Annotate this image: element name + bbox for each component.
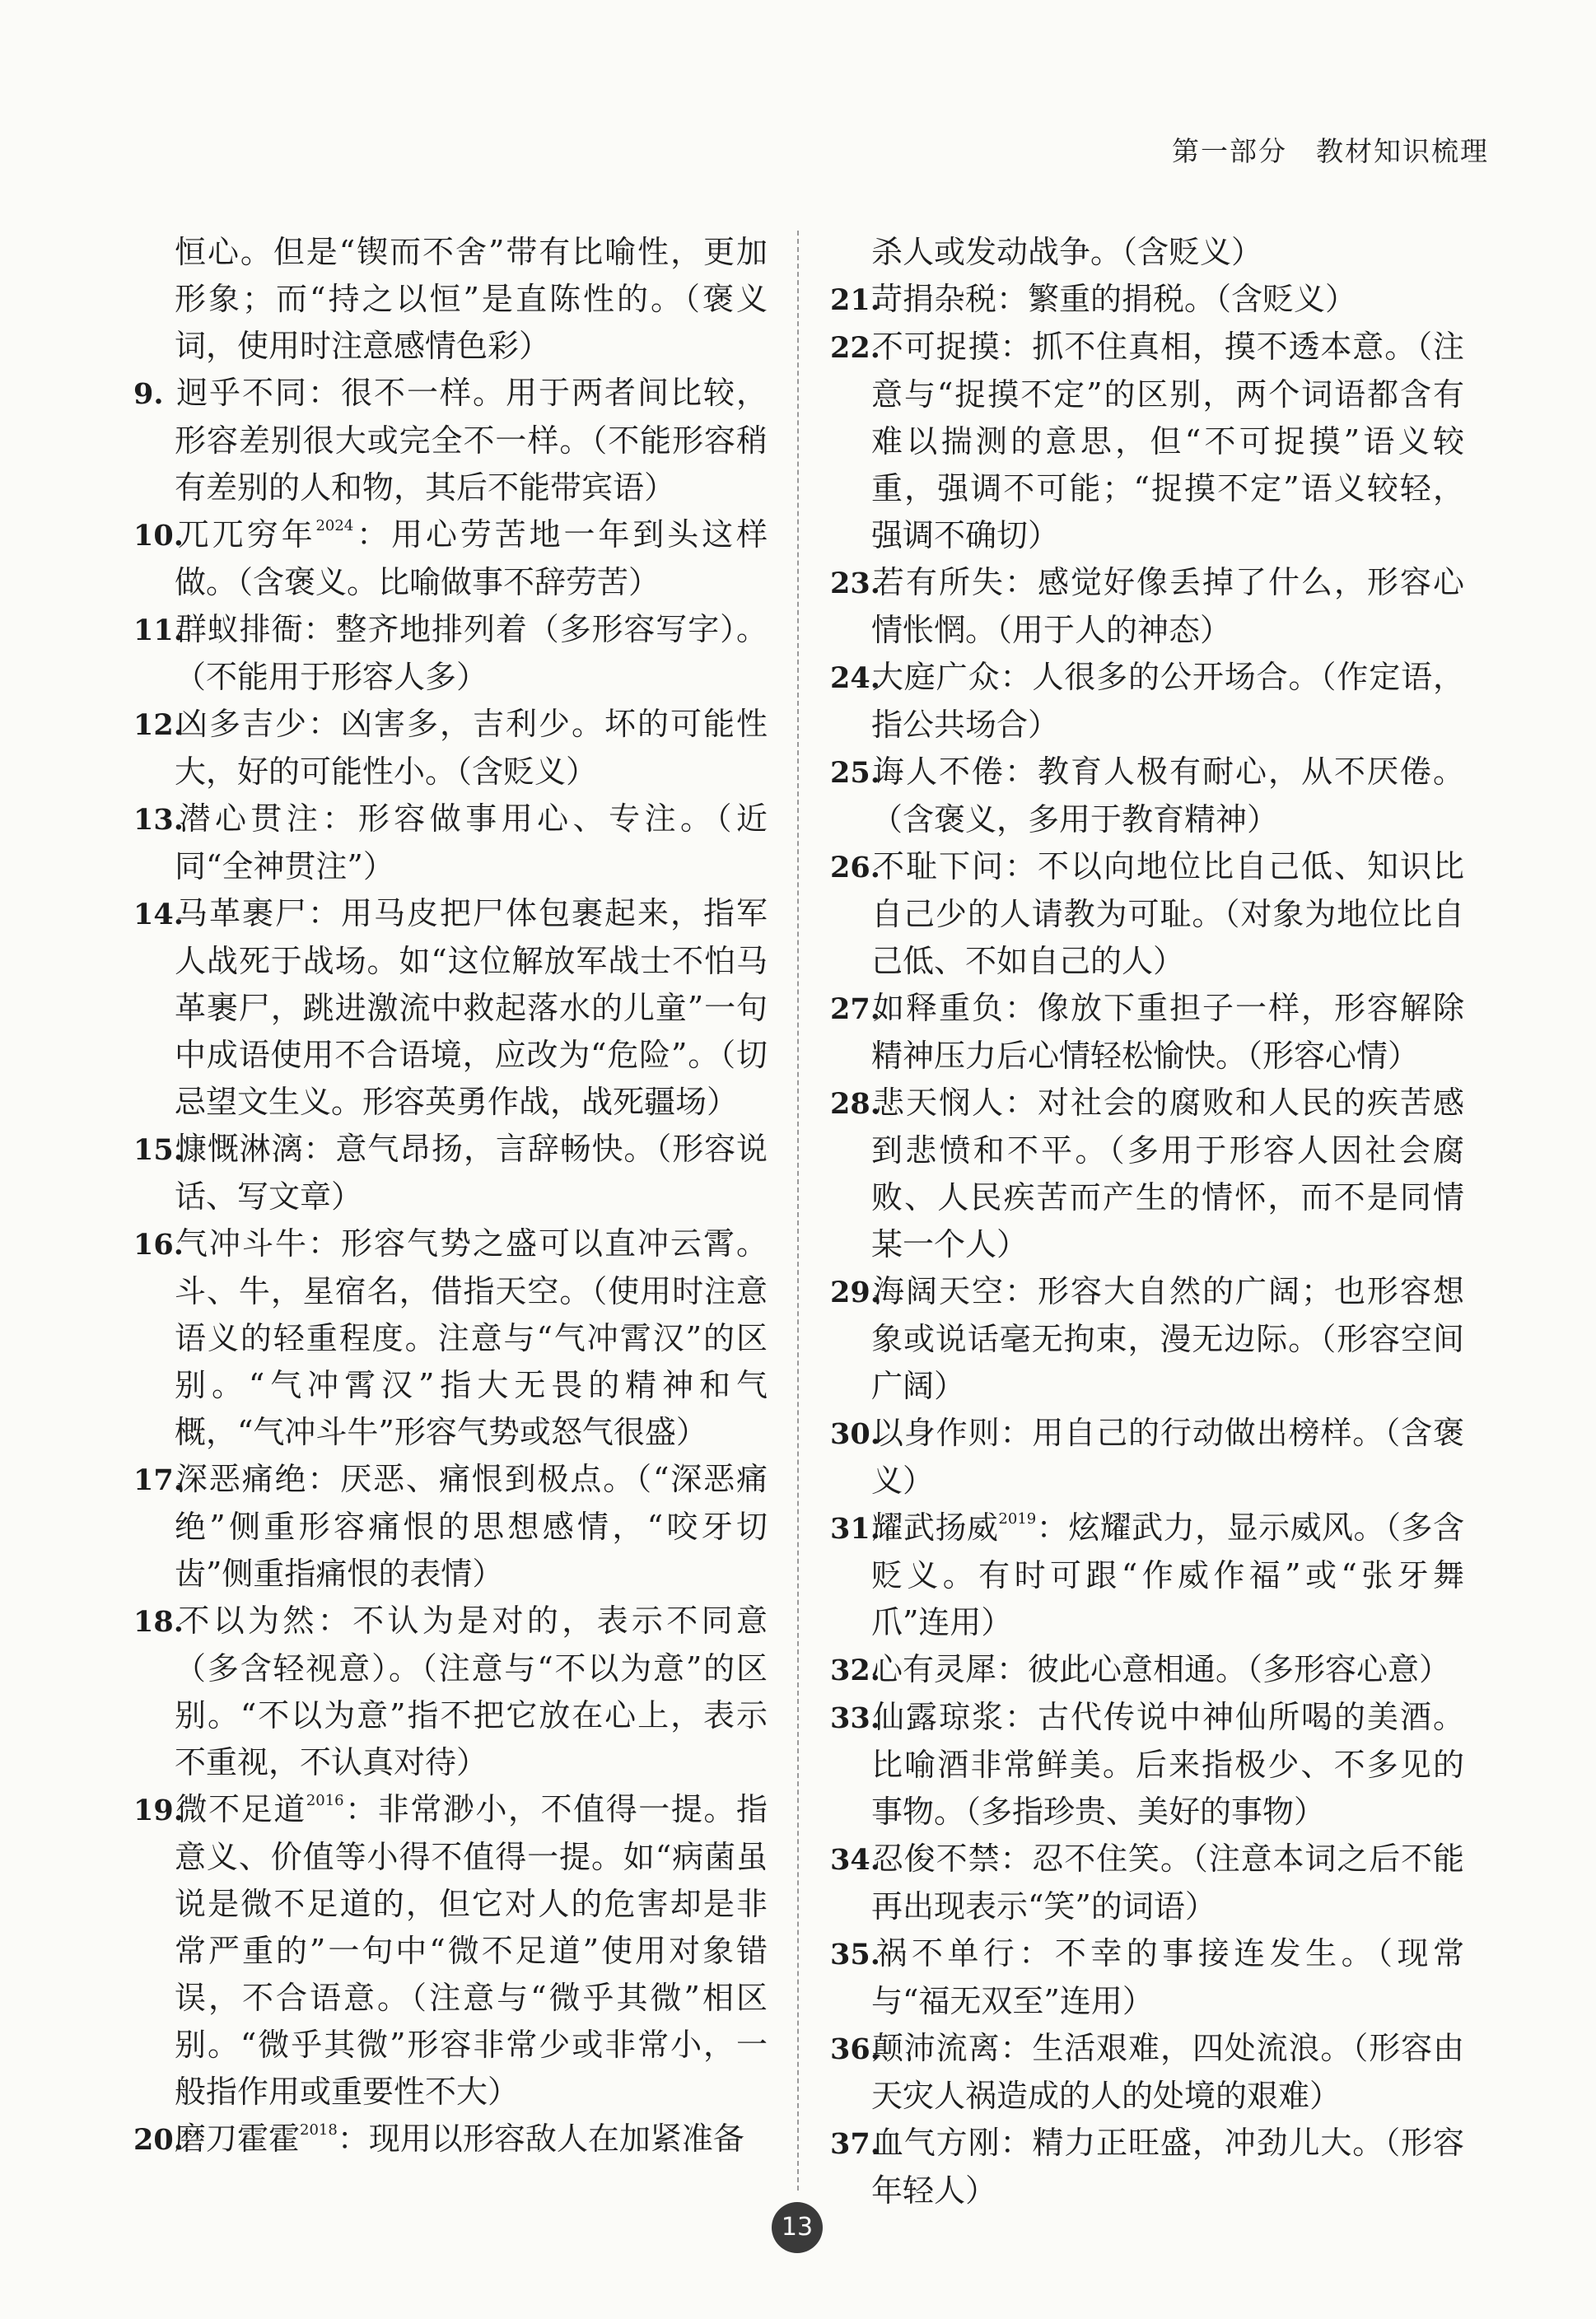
entry-number: 32.: [830, 1654, 880, 1687]
entry-number: 16.: [133, 1228, 184, 1262]
continuation-text: 恒心。但是“锲而不舍”带有比喻性，更加形象；而“持之以恒”是直陈性的。（褒义词，使用时注意感情色彩）: [175, 234, 768, 364]
entry-21: [830, 276, 1464, 324]
entry-text: ：现用以形容敌人在加紧准备: [337, 2121, 744, 2157]
entry-number: 18.: [133, 1605, 184, 1639]
entry-31: [830, 1505, 1464, 1646]
entry-term: 微不足道: [175, 1791, 306, 1827]
entry-number: 17.: [133, 1463, 184, 1497]
entry-number: 35.: [830, 1938, 880, 1971]
entry-23: [830, 559, 1464, 654]
right-column: [830, 229, 1464, 2214]
entry-text: ：非常渺小，不值得一提。指意义、价值等小得不值得一提。如“病菌虽说是微不足道的，但它对人的危害却是非常严重的”一句中“微不足道”使用对象错误，不合语意。（注意与“微乎其微”相区别。“微乎其微”形容非常少或非常小，一般指作用或重要性不大）: [175, 1791, 768, 2110]
entry-number: 37.: [830, 2127, 880, 2161]
entry-10: [133, 511, 768, 606]
entry-12: [133, 701, 768, 796]
entry-number: 12.: [133, 708, 184, 742]
entry-number: 31.: [830, 1512, 880, 1546]
entry-text: 气冲斗牛：形容气势之盛可以直冲云霄。斗、牛，星宿名，借指天空。（使用时注意语义的轻重程度。注意与“气冲霄汉”的区别。“气冲霄汉”指大无畏的精神和气概，“气冲斗牛”形容气势或怒气很盛）: [175, 1225, 768, 1450]
entry-text: ：炫耀武力，显示威风。（多含贬义。有时可跟“作威作福”或“张牙舞爪”连用）: [871, 1509, 1464, 1640]
page-number: 13: [772, 2202, 823, 2253]
entry-text: 马革裹尸：用马皮把尸体包裹起来，指军人战死于战场。如“这位解放军战士不怕马革裹尸，跳进激流中救起落水的儿童”一句中成语使用不合语境，应改为“危险”。（切忌望文生义。形容英勇作战，战死疆场）: [175, 895, 768, 1120]
entry-text: 大庭广众：人很多的公开场合。（作定语，指公共场合）: [871, 659, 1464, 743]
entry-29: [830, 1268, 1464, 1410]
entry-22: [830, 324, 1464, 559]
entry-number: 24.: [830, 661, 880, 695]
entry-number: 26.: [830, 851, 880, 884]
entry-text: 以身作则：用自己的行动做出榜样。（含褒义）: [871, 1415, 1464, 1499]
entry-text: 慷慨淋漓：意气昂扬，言辞畅快。（形容说话、写文章）: [175, 1131, 768, 1215]
entry-text: 诲人不倦：教育人极有耐心，从不厌倦。（含褒义，多用于教育精神）: [871, 754, 1464, 838]
entry-17: [133, 1456, 768, 1598]
continuation-text: 杀人或发动战争。（含贬义）: [871, 234, 1263, 270]
entry-text: 心有灵犀：彼此心意相通。（多形容心意）: [871, 1651, 1451, 1687]
entry-text: 凶多吉少：凶害多，吉利少。坏的可能性大，好的可能性小。（含贬义）: [175, 706, 768, 790]
entry-number: 9.: [133, 377, 164, 411]
entry-text: 苛捐杂税：繁重的捐税。（含贬义）: [871, 281, 1357, 317]
entry-term: 兀兀穷年: [175, 516, 316, 553]
entry-33: [830, 1694, 1464, 1836]
entry-36: [830, 2025, 1464, 2120]
entry-text: 血气方刚：精力正旺盛，冲劲儿大。（形容年轻人）: [871, 2125, 1464, 2209]
entry-number: 20.: [133, 2123, 184, 2157]
entry-14: [133, 890, 768, 1126]
entry-number: 15.: [133, 1133, 184, 1167]
entry-11: [133, 606, 768, 701]
entry-number: 22.: [830, 331, 880, 365]
entry-30: [830, 1410, 1464, 1505]
entry-text: 仙露琼浆：古代传说中神仙所喝的美酒。比喻酒非常鲜美。后来指极少、不多见的事物。（多指珍贵、美好的事物）: [871, 1699, 1464, 1830]
entry-text: 如释重负：像放下重担子一样，形容解除精神压力后心情轻松愉快。（形容心情）: [871, 990, 1464, 1074]
entry-text: ：用心劳苦地一年到头这样做。（含褒义。比喻做事不辞劳苦）: [175, 516, 768, 600]
exam-year: 2018: [300, 2121, 338, 2139]
entry-number: 13.: [133, 803, 184, 837]
entry-text: 海阔天空：形容大自然的广阔；也形容想象或说话毫无拘束，漫无边际。（形容空间广阔）: [871, 1273, 1464, 1404]
entry-number: 21.: [830, 283, 880, 317]
entry-number: 28.: [830, 1087, 880, 1121]
entry-text: 不可捉摸：抓不住真相，摸不透本意。（注意与“捉摸不定”的区别，两个词语都含有难以揣测的意思，但“不可捉摸”语义较重，强调不可能；“捉摸不定”语义较轻，强调不确切）: [871, 329, 1464, 553]
entry-20: [133, 2116, 768, 2163]
entry-34: [830, 1836, 1464, 1930]
entry-18: [133, 1598, 768, 1786]
entry-24: [830, 654, 1464, 749]
entry-number: 34.: [830, 1843, 880, 1877]
entry-26: [830, 843, 1464, 985]
entry-13: [133, 796, 768, 890]
entry-number: 30.: [830, 1417, 880, 1451]
entry-text: 潜心贯注：形容做事用心、专注。（近同“全神贯注”）: [175, 800, 768, 884]
entry-32: [830, 1646, 1464, 1694]
left-column: [133, 229, 768, 2163]
page-header: 第一部分 教材知识梳理: [1172, 135, 1489, 167]
entry-text: 深恶痛绝：厌恶、痛恨到极点。（“深恶痛绝”侧重形容痛恨的思想感情，“咬牙切齿”侧重指痛恨的表情）: [175, 1461, 768, 1592]
entry-number: 23.: [830, 567, 880, 600]
entry-16: [133, 1220, 768, 1456]
entry-9: [133, 370, 768, 511]
entry-text: 迥乎不同：很不一样。用于两者间比较，形容差别很大或完全不一样。（不能形容稍有差别的人和物，其后不能带宾语）: [175, 375, 768, 506]
entry-text: 群蚁排衙：整齐地排列着（多形容写字）。（不能用于形容人多）: [175, 611, 768, 695]
entry-term: 耀武扬威: [871, 1509, 999, 1546]
entry-25: [830, 749, 1464, 843]
entry-number: 33.: [830, 1701, 880, 1735]
exam-year: 2019: [998, 1510, 1037, 1528]
entry-text: 不耻下问：不以向地位比自己低、知识比自己少的人请教为可耻。（对象为地位比自己低、不如自己的人）: [871, 848, 1464, 979]
entry-number: 10.: [133, 519, 184, 553]
entry-37: [830, 2120, 1464, 2214]
entry-number: 19.: [133, 1794, 184, 1827]
entry-text: 祸不单行：不幸的事接连发生。（现常与“福无双至”连用）: [871, 1935, 1464, 2019]
entry-number: 25.: [830, 756, 880, 790]
entry-number: 14.: [133, 898, 184, 931]
entry-15: [133, 1126, 768, 1220]
entry-35: [830, 1930, 1464, 2025]
entry-28: [830, 1080, 1464, 1268]
entry-text: 忍俊不禁：忍不住笑。（注意本词之后不能再出现表示“笑”的词语）: [871, 1841, 1464, 1925]
entry-number: 29.: [830, 1276, 880, 1309]
entry-19: [133, 1786, 768, 2116]
exam-year: 2016: [306, 1792, 344, 1809]
exam-year: 2024: [315, 517, 354, 534]
entry-number: 36.: [830, 2032, 880, 2066]
entry-number: 27.: [830, 992, 880, 1026]
entry-term: 磨刀霍霍: [175, 2121, 301, 2157]
entry-text: 若有所失：感觉好像丢掉了什么，形容心情怅惘。（用于人的神态）: [871, 564, 1464, 648]
entry-text: 颠沛流离：生活艰难，四处流浪。（形容由天灾人祸造成的人的处境的艰难）: [871, 2030, 1464, 2114]
column-divider: [797, 231, 799, 2191]
entry-text: 不以为然：不认为是对的，表示不同意（多含轻视意）。（注意与“不以为意”的区别。“不以为意”指不把它放在心上，表示不重视，不认真对待）: [175, 1603, 768, 1780]
entry-27: [830, 985, 1464, 1080]
entry-number: 11.: [133, 614, 184, 647]
entry-text: 悲天悯人：对社会的腐败和人民的疾苦感到悲愤和不平。（多用于形容人因社会腐败、人民疾苦而产生的情怀，而不是同情某一个人）: [871, 1085, 1464, 1262]
